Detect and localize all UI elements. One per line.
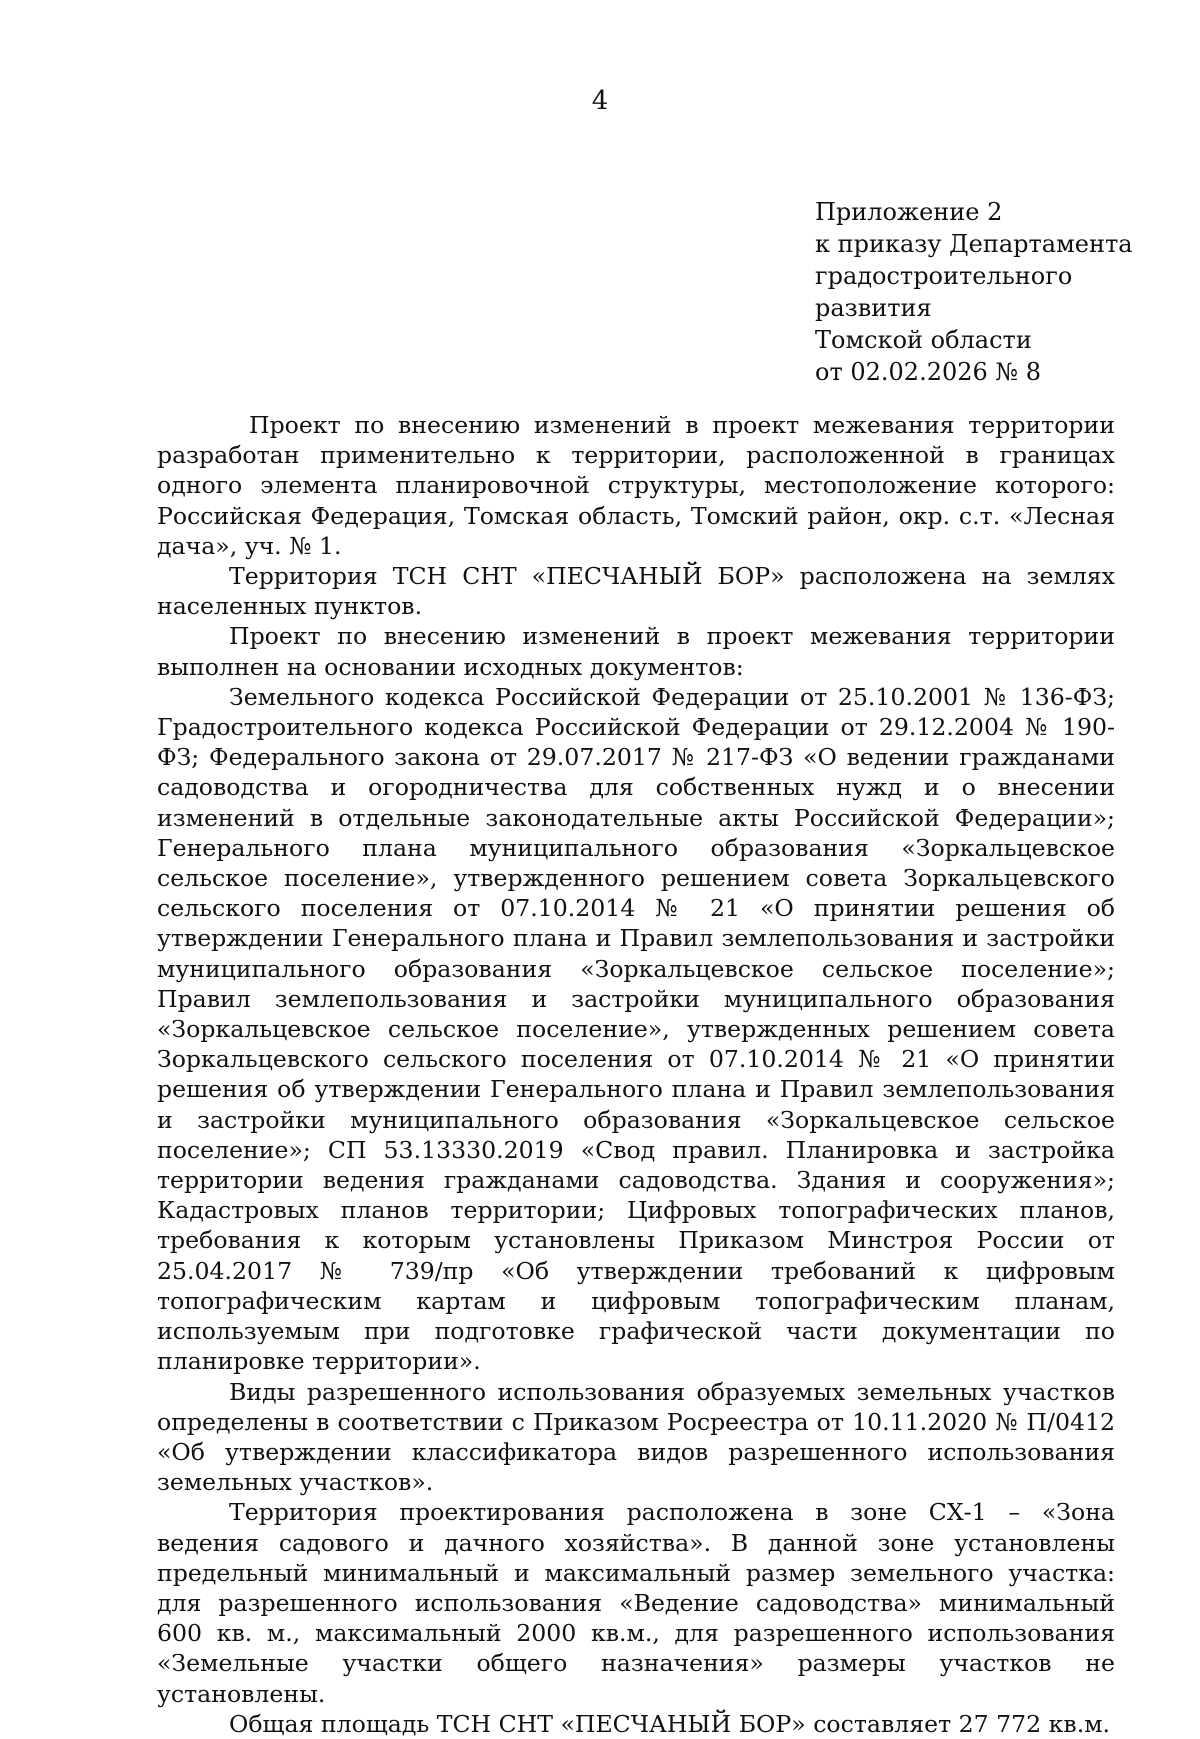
- appendix-line: развития: [815, 294, 932, 322]
- paragraph-total-area: Общая площадь ТСН СНТ «ПЕСЧАНЫЙ БОР» составляет 27 772 кв.м.: [229, 1709, 1111, 1738]
- appendix-line: к приказу Департамента: [815, 230, 1133, 258]
- appendix-line: Приложение 2: [815, 198, 1003, 226]
- document-body: [157, 410, 1115, 1739]
- paragraph-source-documents-intro: Проект по внесению изменений в проект межевания территории выполнен на основании исходных документов:: [157, 622, 1115, 681]
- paragraph-territory-land: Территория ТСН СНТ «ПЕСЧАНЫЙ БОР» расположена на землях населенных пунктов.: [157, 562, 1115, 621]
- paragraph-source-documents-list: Земельного кодекса Российской Федерации от 25.10.2001 № 136-ФЗ; Градостроительного кодекса Российской Федерации от 29.12.2004 № 190-ФЗ; Федерального закона от 29.07.2017 № 217-ФЗ «О ведении гражданами садоводства и огородничества для собственных нужд и о внесении изменений в отдельные законодательные акты Российской Федерации»; Генерального плана муниципального образования «Зоркальцевское сельское поселение», утвержденного решением совета Зоркальцевского сельского поселения от 07.10.2014 № 21 «О принятии решения об утверждении Генерального плана и Правил землепользования и застройки муниципального образования «Зоркальцевское сельское поселение»; Правил землепользования и застройки муниципального образования «Зоркальцевское сельское поселение», утвержденных решением совета Зоркальцевского сельского поселения от 07.10.2014 № 21 «О принятии решения об утверждении Генерального плана и Правил землепользования и застройки муниципального образования «Зоркальцевское сельское поселение»; СП 53.13330.2019 «Свод правил. Планировка и застройка территории ведения гражданами садоводства. Здания и сооружения»; Кадастровых планов территории; Цифровых топографических планов, требования к которым установлены Приказом Минстроя России от 25.04.2017 № 739/пр «Об утверждении требований к цифровым топографическим картам и цифровым топографическим планам, используемым при подготовке графической части документации по планировке территории».: [157, 682, 1115, 1376]
- page-number: 4: [591, 86, 609, 116]
- appendix-header: [815, 196, 1195, 388]
- appendix-line: от 02.02.2026 № 8: [815, 358, 1042, 386]
- appendix-line: Томской области: [815, 326, 1032, 354]
- appendix-line: градостроительного: [815, 262, 1073, 290]
- paragraph-permitted-use: Виды разрешенного использования образуемых земельных участков определены в соответствии с Приказом Росреестра от 10.11.2020 № П/0412 «Об утверждении классификатора видов разрешенного использования земельных участков».: [157, 1377, 1115, 1497]
- paragraph-project-description: Проект по внесению изменений в проект межевания территории разработан применительно к территории, расположенной в границах одного элемента планировочной структуры, местоположение которого: Российская Федерация, Томская область, Томский район, окр. с.т. «Лесная дача», уч. № 1.: [157, 411, 1115, 560]
- paragraph-zone-sx1: Территория проектирования расположена в зоне СХ-1 – «Зона ведения садового и дачного хозяйства». В данной зоне установлены предельный минимальный и максимальный размер земельного участка: для разрешенного использования «Ведение садоводства» минимальный 600 кв. м., максимальный 2000 кв.м., для разрешенного использования «Земельные участки общего назначения» размеры участков не установлены.: [157, 1498, 1115, 1708]
